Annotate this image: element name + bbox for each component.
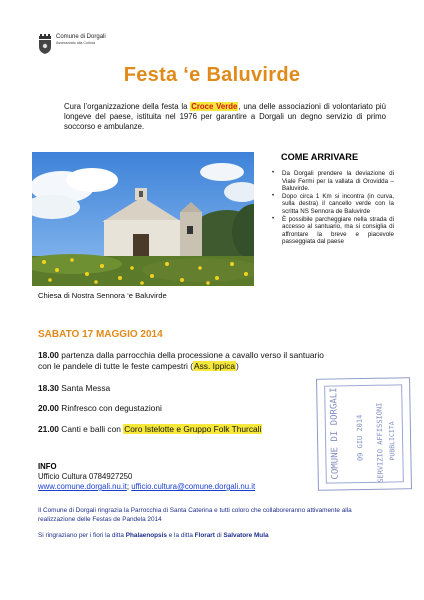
info-phone: Ufficio Cultura 0784927250 [38,472,133,481]
croce-verde-highlight: Croce Verde [191,102,238,111]
bullet-icon: • [272,192,275,199]
bullet-icon: • [272,215,275,222]
contact-separator: ; [126,482,132,491]
info-contacts [38,482,255,492]
program-item [38,403,338,414]
website-link[interactable]: www.comune.dorgali.nu.it [38,482,127,491]
program-item [38,350,338,372]
sponsor-florart: Florart [194,532,215,539]
intro-text-end: , una delle associazioni di volontariato più longeve del paese, istituita nel 1976 per garantire a Dorgali un degno servizio di primo soccorso e ambulanze. [64,102,387,132]
program-text: Rinfresco con degustazioni [58,403,162,413]
program-highlight: Coro Istelotte e Gruppo Folk Thurcali [124,424,262,434]
coat-of-arms-icon [38,34,52,54]
list-item [270,170,394,193]
program-item [38,383,338,394]
program-text: Canti e balli con [58,424,124,434]
flowers-text-e: di [214,532,224,539]
bullet-icon: • [272,170,275,176]
sponsor-phalaenopsis: Phalaenopsis [125,532,167,539]
directions-step-1: Da Dorgali prendere la deviazione di Viale Fermi per la vallata di Orovidda – Baluvirde. [282,170,394,193]
program-item [38,424,338,435]
list-item [270,216,394,246]
comune-department: Assessorato alla Cultura [56,41,95,45]
directions-list [270,170,394,246]
stamp-comune: COMUNE DI DORGALI [329,387,341,480]
program-time: 20.00 [38,403,59,413]
program-highlight: Ass. Ippica [194,361,235,371]
intro-paragraph [64,102,386,133]
program-text: Santa Messa [58,383,111,393]
stamp-date: 09 GIU 2014 [355,414,365,462]
page-title: Festa ‘e Baluvirde [123,64,301,86]
program-time: 18.00 [38,350,59,360]
program-time: 21.00 [38,424,59,434]
photo-caption: Chiesa di Nostra Sennora ‘e Baluvirde [38,291,167,300]
event-date: SABATO 17 MAGGIO 2014 [38,329,163,340]
program-text-after: ) [236,361,239,371]
program-text: partenza dalla parrocchia della processione a cavallo verso il santuario con le pandele di tutte le feste campestri ( [38,350,324,371]
directions-title: COME ARRIVARE [281,152,359,162]
flowers-thanks [38,532,388,541]
sponsor-owner: Salvatore Mula [223,532,269,539]
program-time: 18.30 [38,383,59,393]
comune-logo-block [38,34,106,54]
stamp-pubblicita: PUBBLICITA [387,421,397,461]
thanks-paragraph: Il Comune di Dorgali ringrazia la Parrocchia di Santa Caterina e tutti coloro che collaboreranno attivamente alla realizzazione delle Festas de Pandela 2014 [38,507,352,523]
email-link[interactable]: ufficio.cultura@comune.dorgali.nu.it [131,482,256,491]
list-item [270,193,394,216]
directions-step-2: Dopo circa 1 Km si incontra (in curva, sulla destra) il cancello verde con la scritta NS Sennora de Baluvirde [282,192,394,215]
flowers-text-c: e la ditta [166,532,195,539]
church-photo [32,152,254,286]
stamp-service: SERVIZIO AFFISSIONI [375,402,385,483]
affissioni-stamp [316,377,412,491]
intro-text-start: Cura l’organizzazione della festa la [64,102,191,111]
directions-step-3: È possibile parcheggiare nella strada di accesso al santuario, ma si consiglia di affrontare la breve e piacevole passeggiata dal paese [282,215,394,246]
info-heading: INFO [38,462,57,471]
comune-name: Comune di Dorgali [56,34,106,40]
flowers-text-a: Si ringraziano per i fiori la ditta [38,532,126,539]
